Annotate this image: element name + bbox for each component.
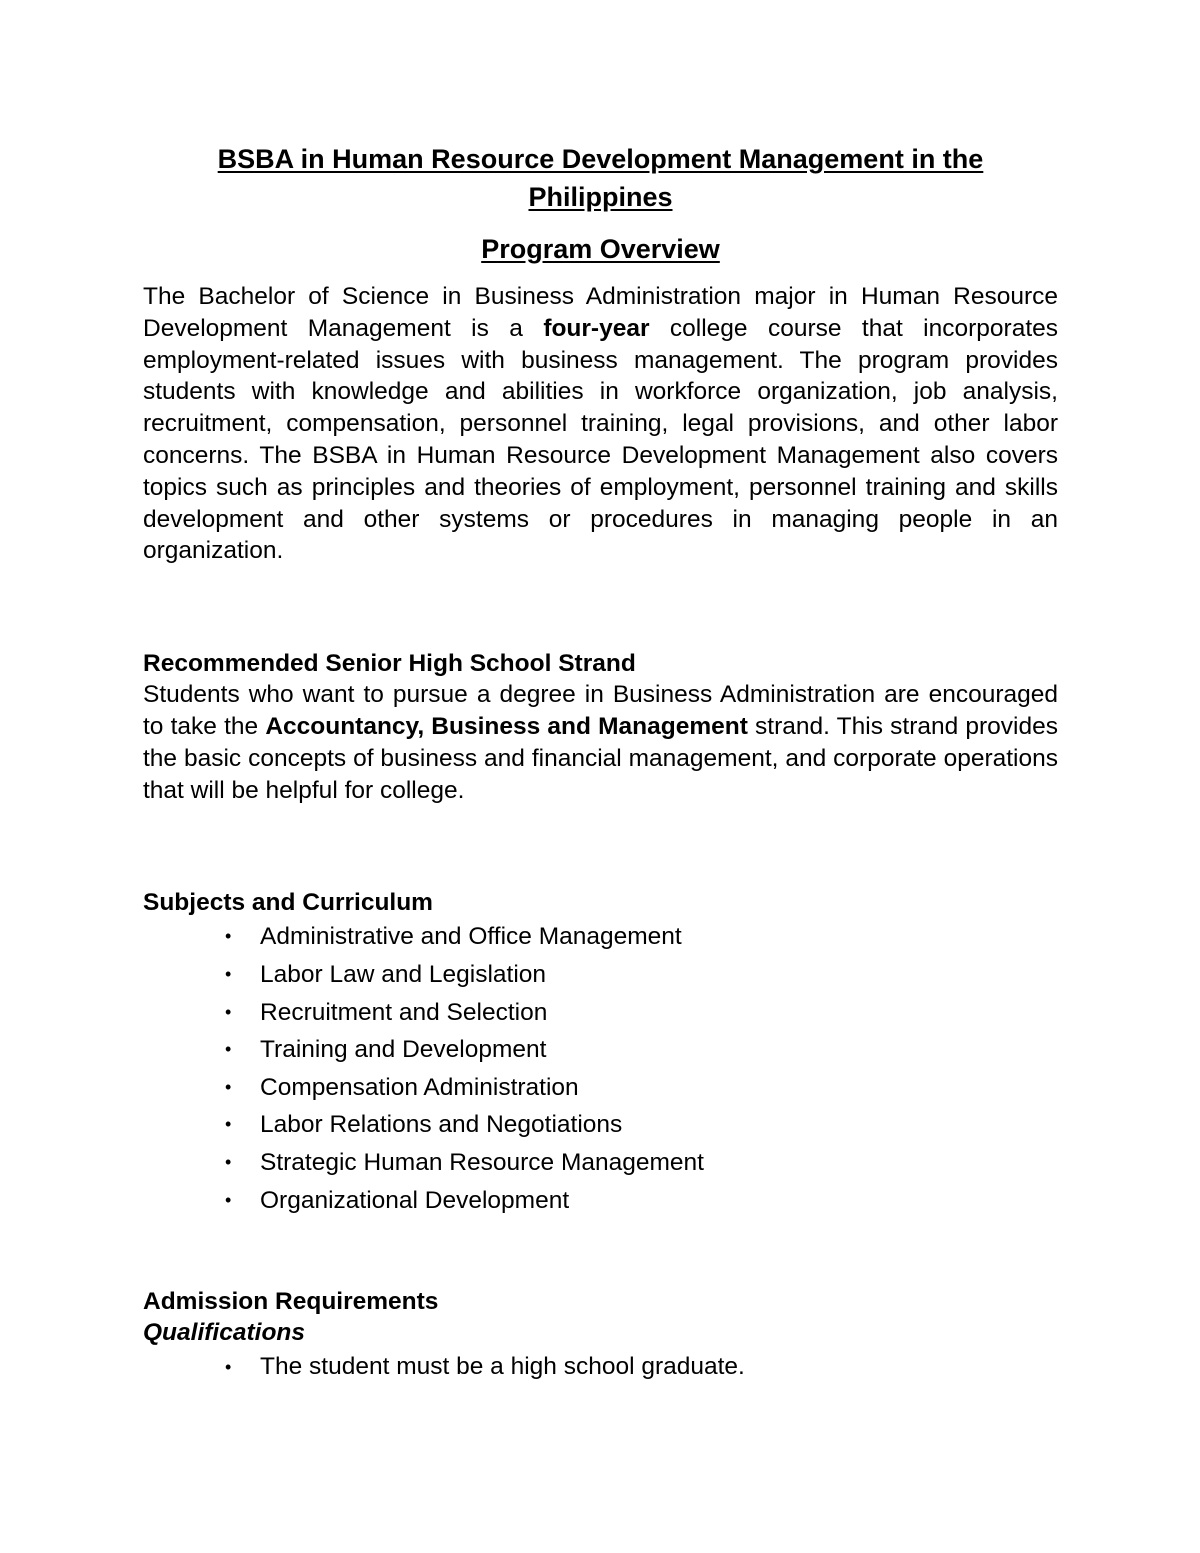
bullet-icon: •: [225, 1357, 232, 1378]
document-title: BSBA in Human Resource Development Management in the Philippines: [217, 144, 984, 212]
qualification-label: The student must be a high school graduate.: [260, 1353, 745, 1381]
overview-bold-duration: four-year: [543, 314, 650, 342]
admission-heading: Admission Requirements: [143, 1288, 439, 1316]
bullet-icon: •: [225, 1076, 232, 1097]
strand-paragraph: [143, 679, 1058, 806]
program-overview-paragraph: [143, 281, 1058, 567]
bullet-icon: •: [225, 926, 232, 947]
subject-label: Recruitment and Selection: [260, 998, 548, 1026]
list-item: [218, 918, 1058, 956]
list-item: [218, 1069, 1058, 1107]
bullet-icon: •: [225, 1114, 232, 1135]
list-item: [218, 956, 1058, 994]
subject-label: Labor Law and Legislation: [260, 960, 547, 988]
overview-text-start: The Bachelor of Science in Business Administration major in Human Resource Development Management is a: [143, 283, 1058, 342]
subjects-heading: Subjects and Curriculum: [143, 889, 433, 917]
list-item: [218, 1182, 1058, 1220]
strand-heading: Recommended Senior High School Strand: [143, 650, 636, 678]
list-item: [218, 1031, 1058, 1069]
subject-label: Labor Relations and Negotiations: [260, 1111, 623, 1139]
subject-label: Strategic Human Resource Management: [260, 1148, 704, 1176]
bullet-icon: •: [225, 1151, 232, 1172]
subject-label: Compensation Administration: [260, 1073, 579, 1101]
bullet-icon: •: [225, 1001, 232, 1022]
subjects-list: [143, 918, 1058, 1219]
program-overview-heading: Program Overview: [481, 234, 720, 264]
qualifications-heading: Qualifications: [143, 1319, 306, 1347]
strand-bold-name: Accountancy, Business and Management: [265, 712, 748, 740]
bullet-icon: •: [225, 963, 232, 984]
subject-label: Training and Development: [260, 1036, 547, 1064]
subject-label: Administrative and Office Management: [260, 923, 682, 951]
qualifications-list: [143, 1349, 1058, 1385]
list-item: [218, 1144, 1058, 1182]
list-item: [218, 994, 1058, 1032]
document-page: [143, 140, 1058, 1385]
overview-text-end: college course that incorporates employment-related issues with business management. The program provides students with knowledge and abilities in workforce organization, job analysis, recruitment, compensation, personnel training, legal provisions, and other labor concerns. The BSBA in Human Resource Development Management also covers topics such as principles and theories of employment, personnel training and skills development and other systems or procedures in managing people in an organization.: [143, 314, 1058, 565]
bullet-icon: •: [225, 1189, 232, 1210]
list-item: [218, 1106, 1058, 1144]
strand-text-end: strand. This strand provides the basic concepts of business and financial management, and corporate operations that will be helpful for college.: [143, 712, 1058, 804]
bullet-icon: •: [225, 1039, 232, 1060]
subject-label: Organizational Development: [260, 1186, 570, 1214]
strand-text-start: Students who want to pursue a degree in Business Administration are encouraged to take the: [143, 681, 1058, 740]
list-item: [218, 1349, 1058, 1385]
